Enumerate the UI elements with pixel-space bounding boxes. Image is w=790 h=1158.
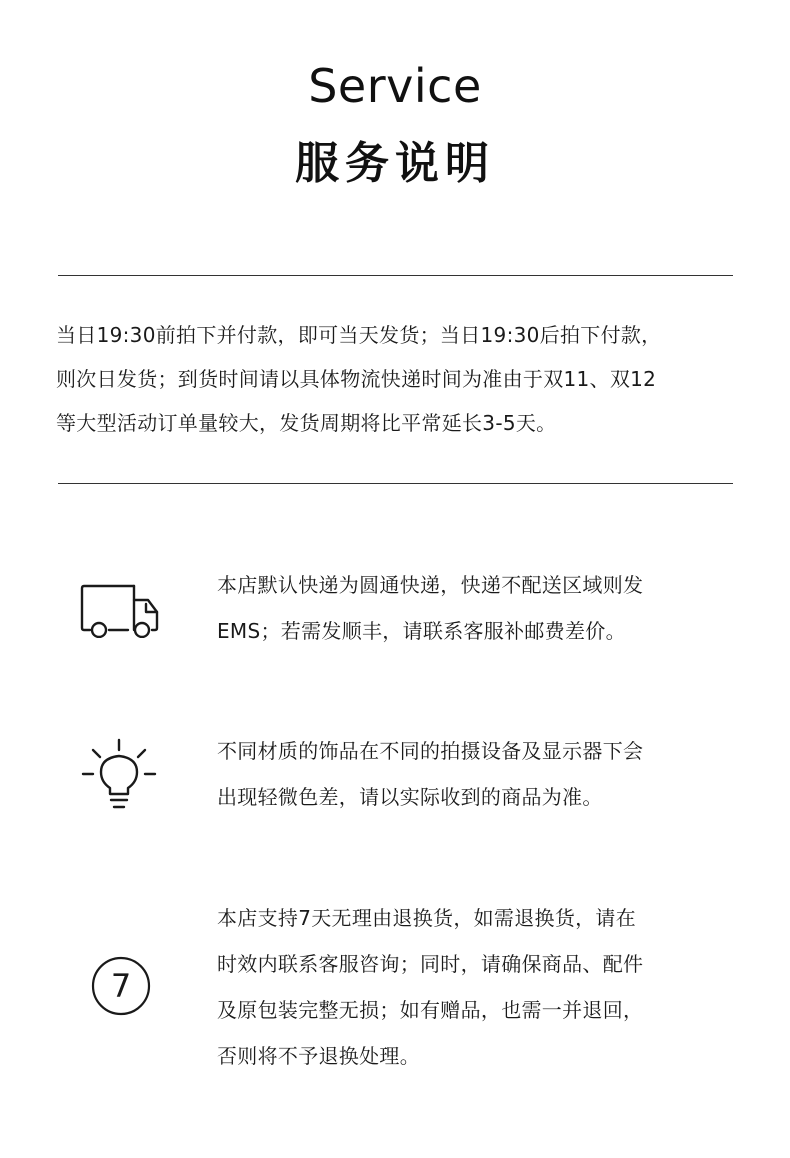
returns-text-line: 否则将不予退换处理。	[217, 1044, 420, 1068]
page-title-cn: 服务说明	[295, 138, 495, 189]
delivery-text-line: EMS；若需发顺丰，请联系客服补邮费差价。	[217, 619, 626, 643]
truck-icon	[78, 582, 160, 642]
lightbulb-icon	[80, 738, 158, 818]
color-difference-text-line: 出现轻微色差，请以实际收到的商品为准。	[217, 785, 603, 809]
returns-text-line: 时效内联系客服咨询；同时，请确保商品、配件	[217, 952, 644, 976]
shipping-notice-line: 等大型活动订单量较大，发货周期将比平常延长3-5天。	[56, 411, 557, 435]
seven-day-icon	[90, 955, 152, 1017]
top-divider	[58, 275, 733, 276]
returns-text-line: 及原包装完整无损；如有赠品，也需一并退回，	[217, 998, 644, 1022]
shipping-notice	[56, 313, 746, 445]
shipping-notice-line: 当日19:30前拍下并付款，即可当天发货；当日19:30后拍下付款，	[56, 323, 662, 347]
delivery-text-line: 本店默认快递为圆通快递，快递不配送区域则发	[217, 573, 644, 597]
returns-text-line: 本店支持7天无理由退换货，如需退换货，请在	[217, 906, 637, 930]
delivery-text	[217, 562, 737, 654]
returns-text	[217, 895, 737, 1079]
bottom-divider	[58, 483, 733, 484]
color-difference-text-line: 不同材质的饰品在不同的拍摄设备及显示器下会	[217, 739, 644, 763]
page-title-en: Service	[308, 59, 482, 113]
shipping-notice-line: 则次日发货；到货时间请以具体物流快递时间为准由于双11、双12	[56, 367, 657, 391]
color-difference-text	[217, 728, 737, 820]
seven-day-label: 7	[110, 967, 132, 1005]
